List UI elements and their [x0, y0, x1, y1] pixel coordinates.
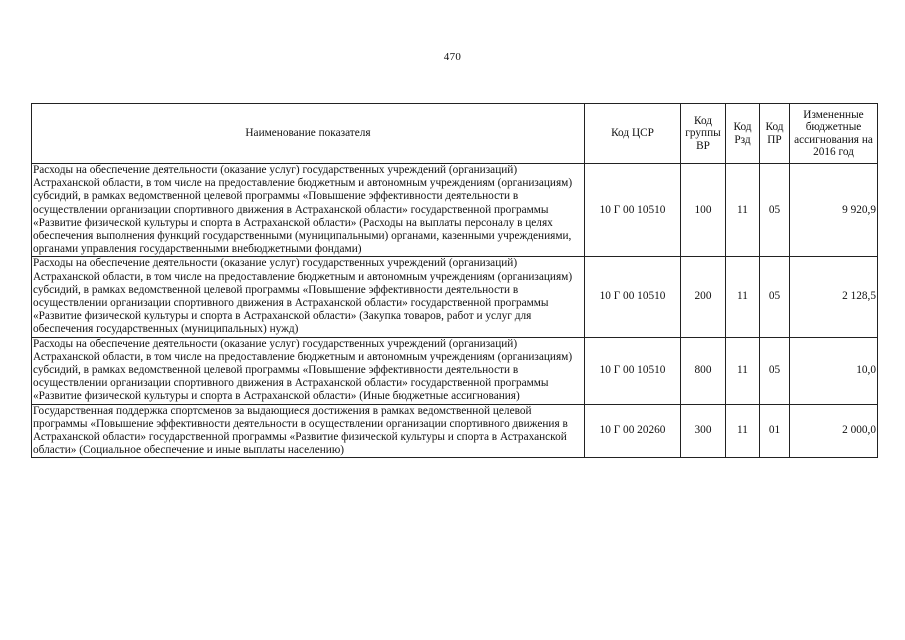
row-vr: 100: [681, 164, 726, 257]
header-row: [32, 104, 878, 164]
row-rzd: 11: [726, 404, 760, 458]
row-pr: 05: [760, 337, 790, 404]
header-vr: Код группы ВР: [681, 104, 726, 164]
row-vr: 200: [681, 257, 726, 337]
header-amount: Измененные бюджетные ассигнования на 2016 год: [790, 104, 878, 164]
table-row: [32, 337, 878, 404]
budget-table: [31, 103, 878, 458]
row-csr: 10 Г 00 10510: [585, 164, 681, 257]
page-number: 470: [443, 51, 462, 63]
row-name: Государственная поддержка спортсменов за выдающиеся достижения в рамках ведомственной целевой программы «Повышение эффективности деятельности в осуществлении организации спортивного движения в Астраханской области» государственной программы «Развитие физической культуры и спорта в Астраханской области» (Социальное обеспечение и иные выплаты населению): [32, 404, 585, 458]
row-amount: 2 128,5: [790, 257, 878, 337]
row-vr: 300: [681, 404, 726, 458]
row-name: Расходы на обеспечение деятельности (оказание услуг) государственных учреждений (организаций) Астраханской области, в том числе на предоставление бюджетным и автономным учреждениям (организациям) субсидий, в рамках ведомственной целевой программы «Повышение эффективности деятельности в осуществлении организации спортивного движения в Астраханской области» государственной программы «Развитие физической культуры и спорта в Астраханской области» (Иные бюджетные ассигнования): [32, 337, 585, 404]
row-name: Расходы на обеспечение деятельности (оказание услуг) государственных учреждений (организаций) Астраханской области, в том числе на предоставление бюджетным и автономным учреждениям (организациям) субсидий, в рамках ведомственной целевой программы «Повышение эффективности деятельности в осуществлении организации спортивного движения в Астраханской области» государственной программы «Развитие физической культуры и спорта в Астраханской области» (Расходы на выплаты персоналу в целях обеспечения выполнения функций государственными (муниципальными) органами, казенными учреждениями, органами управления государственными внебюджетными фондами): [32, 164, 585, 257]
row-rzd: 11: [726, 337, 760, 404]
row-amount: 9 920,9: [790, 164, 878, 257]
row-amount: 10,0: [790, 337, 878, 404]
row-amount: 2 000,0: [790, 404, 878, 458]
table-row: [32, 257, 878, 337]
row-rzd: 11: [726, 164, 760, 257]
row-name: Расходы на обеспечение деятельности (оказание услуг) государственных учреждений (организаций) Астраханской области, в том числе на предоставление бюджетным и автономным учреждениям (организациям) субсидий, в рамках ведомственной целевой программы «Повышение эффективности деятельности в осуществлении организации спортивного движения в Астраханской области» государственной программы «Развитие физической культуры и спорта в Астраханской области» (Закупка товаров, работ и услуг для обеспечения государственных (муниципальных) нужд): [32, 257, 585, 337]
header-name: Наименование показателя: [32, 104, 585, 164]
row-pr: 05: [760, 257, 790, 337]
header-csr: Код ЦСР: [585, 104, 681, 164]
header-rzd: Код Рзд: [726, 104, 760, 164]
header-pr: Код ПР: [760, 104, 790, 164]
row-rzd: 11: [726, 257, 760, 337]
table-row: [32, 164, 878, 257]
row-csr: 10 Г 00 10510: [585, 337, 681, 404]
row-pr: 01: [760, 404, 790, 458]
table-header: [32, 104, 878, 164]
row-pr: 05: [760, 164, 790, 257]
table-row: [32, 404, 878, 458]
row-csr: 10 Г 00 10510: [585, 257, 681, 337]
row-csr: 10 Г 00 20260: [585, 404, 681, 458]
row-vr: 800: [681, 337, 726, 404]
table-body: [32, 164, 878, 458]
